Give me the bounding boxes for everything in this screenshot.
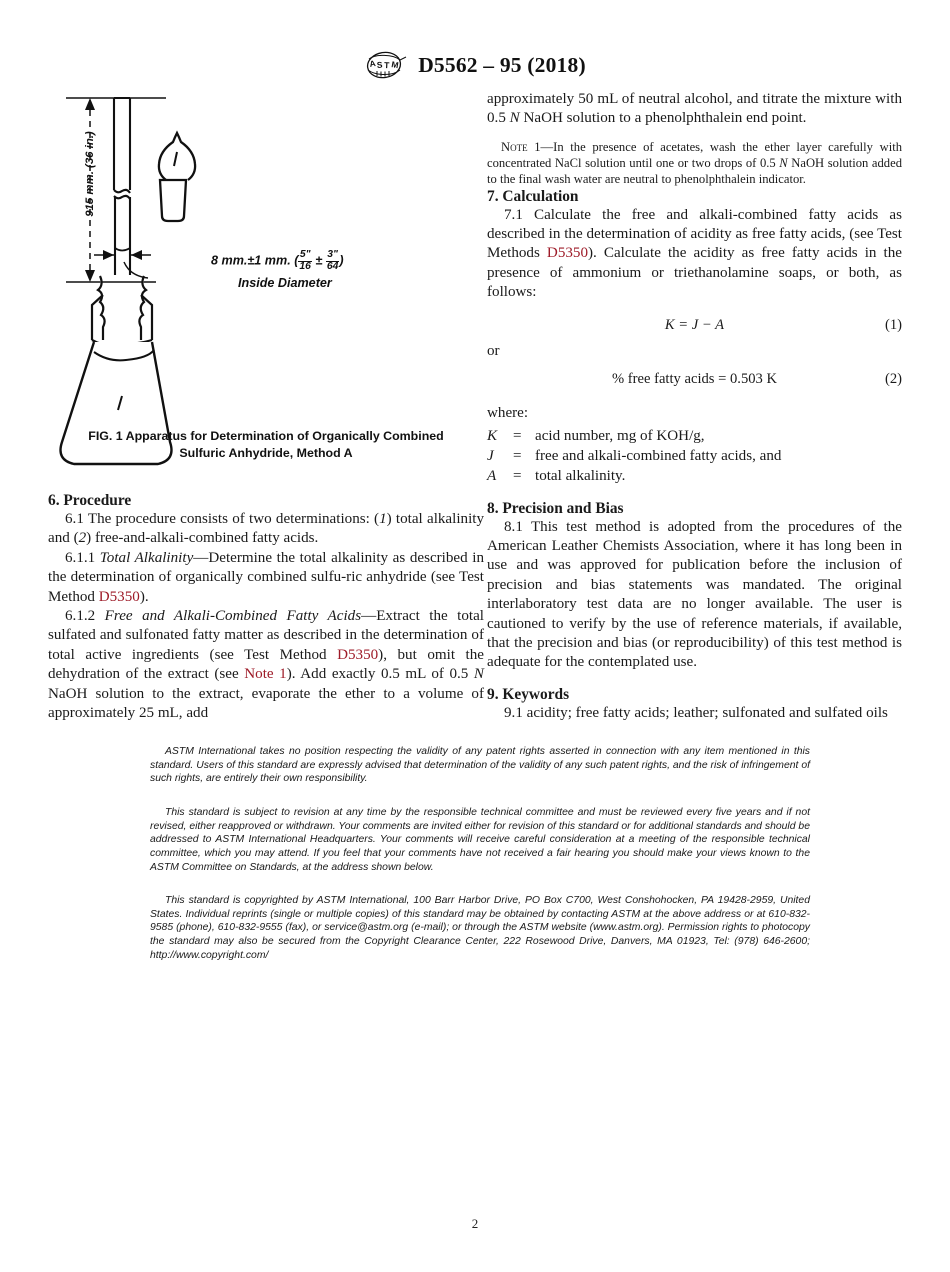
p612-text-d: NaOH solution to the extract, evaporate the ether to a volume of approximately 25 mL, add (48, 685, 484, 721)
paragraph-continued (487, 90, 902, 129)
equation-1-row (487, 316, 902, 336)
p71-text-b: ). Calculate the acidity as free fatty acids in the presence of ammonium or triethanolamine soaps, or both, as follows: (487, 245, 902, 301)
equation-spacer (487, 303, 902, 316)
page-header (0, 50, 950, 80)
equation-2-row (487, 370, 902, 390)
where-symbol: K (487, 428, 498, 445)
right-column (487, 90, 902, 723)
where-label: where: (487, 404, 529, 421)
note-normality-symbol: N (779, 155, 788, 170)
page-number: 2 (471, 1216, 479, 1231)
where-row (487, 467, 902, 487)
p611-number: 6.1.1 (65, 549, 100, 566)
figure-caption-line-2: Sulfuric Anhydride, Method A (179, 445, 353, 460)
figure-diameter-label (211, 250, 344, 272)
link-d5350-1[interactable]: D5350 (98, 588, 140, 605)
p612-text-c: ). Add exactly 0.5 mL of 0.5 (286, 666, 474, 683)
paragraph-6-1-2 (48, 607, 484, 723)
legal-patent-notice (150, 745, 810, 786)
where-row (487, 447, 902, 467)
p611-text-b: ). (139, 588, 149, 605)
note-label: Note (501, 139, 528, 154)
apparatus-figure (48, 90, 484, 470)
section-heading-calculation: 7. Calculation (487, 187, 579, 205)
equation-2-number: (2) (884, 370, 902, 387)
p611-text-a: —Determine the total alkalinity as described in the determination of organically combined sulfu-ric anhydride (see Test Method (48, 549, 484, 605)
diameter-plusminus: ± (311, 253, 326, 268)
figure-caption-line-1: FIG. 1 Apparatus for Determination of Organically Combined (88, 429, 444, 443)
p61-text-a: 6.1 The procedure consists of two determinations: ( (65, 511, 380, 527)
paragraph-6-1-1 (48, 549, 484, 607)
where-definition-list (487, 427, 902, 486)
cont-text-b: NaOH solution to a phenolphthalein end point. (519, 110, 807, 127)
figure-length-label: 915 mm. (36 in.) (84, 131, 96, 217)
where-definition: free and alkali-combined fatty acids, and (535, 448, 782, 465)
p61-enum-1: 1 (379, 511, 387, 527)
where-equals: = (513, 467, 522, 484)
note-text-b: NaOH solution added to the final wash water are neutral to phenolphthalein indicator. (487, 155, 902, 186)
paragraph-6-1 (48, 510, 484, 549)
section-heading-keywords: 9. Keywords (487, 685, 570, 703)
link-note-1[interactable]: Note 1 (244, 666, 287, 683)
paragraph-8-1: 8.1 This test method is adopted from the procedures of the American Leather Chemists Association, where it has long been in use and was approved for publication before the inclusion of precision and bias statements was mandated. The original interlaboratory test data are no longer available. The user is cautioned to verify by the use of reference materials, if available, that the precision and bias (or reproducibility) of this test method is adequate for the contemplated use. (487, 518, 902, 671)
p61-enum-2: 2 (78, 530, 87, 547)
diameter-paren-close: ) (339, 253, 344, 268)
link-d5350-3[interactable]: D5350 (546, 245, 589, 262)
where-symbol: A (487, 467, 497, 484)
where-definition: total alkalinity. (535, 467, 626, 484)
p612-text-b: ), but omit the dehydration of the extract (see (48, 646, 484, 683)
legal-copyright-text: This standard is copyrighted by ASTM International, 100 Barr Harbor Drive, PO Box C700, West Conshohocken, PA 19428-2959, United States. Individual reprints (single or multiple copies) of this standard may be obtained by contacting ASTM at the above address or at 610-832-9585 (phone), 610-832-9555 (fax), or service@astm.org (e-mail); or through the ASTM website (www.astm.org). Permission rights to photocopy the standard may also be secured from the Copyright Clearance Center, 222 Rosewood Drive, Danvers, MA 01923, Tel: (978) 646-2600; http://www.copyright.com/ (150, 895, 810, 961)
paragraph-7-1 (487, 206, 902, 303)
where-definition: acid number, mg of KOH/g, (535, 428, 705, 445)
section-heading-precision-bias: 8. Precision and Bias (487, 499, 624, 517)
p61-text-c: ) free-and-alkali-combined fatty acids. (86, 530, 319, 547)
figure-inside-diameter-label: Inside Diameter (238, 276, 332, 290)
note-text-a: 1—In the presence of acetates, wash the ether layer carefully with concentrated NaCl solution until one or two drops of 0.5 (487, 139, 902, 170)
p611-term: Total Alkalinity (99, 549, 194, 566)
equation-1-number: (1) (884, 316, 902, 333)
where-equals: = (513, 428, 522, 445)
link-d5350-2[interactable]: D5350 (337, 646, 379, 663)
svg-text:T: T (384, 60, 390, 71)
diameter-fraction-2: $\frac{3"}{64}$ (326, 249, 339, 272)
equation-spacer-2 (487, 361, 902, 370)
p71-text-a: 7.1 Calculate the free and alkali-combined fatty acids as described in the determination of acidity as free fatty acids, (see Test Methods (487, 206, 902, 262)
left-column (48, 492, 484, 723)
astm-logo-icon (364, 50, 408, 80)
svg-text:M: M (390, 59, 400, 71)
legal-revision-notice (150, 806, 810, 874)
legal-copyright-notice (150, 894, 810, 962)
legal-patent-text: ASTM International takes no position respecting the validity of any patent rights asserted in connection with any item mentioned in this standard. Users of this standard are expressly advised that determination of the validity of any such patent rights, and the risk of infringement of such rights, are entirely their own responsibility. (150, 746, 810, 785)
where-symbol: J (487, 448, 494, 465)
equation-1-body: K = J − A (664, 316, 725, 333)
section-heading-procedure: 6. Procedure (48, 492, 132, 509)
p612-number: 6.1.2 (65, 607, 105, 624)
cont-normality-symbol: N (509, 110, 520, 127)
svg-text:S: S (376, 59, 383, 70)
svg-text:A: A (368, 58, 377, 69)
p61-text-b: ) total alkalinity and ( (48, 511, 484, 547)
note-1 (487, 140, 902, 188)
figure-caption (48, 428, 484, 461)
diameter-fraction-1: $\frac{5"}{16}$ (299, 249, 311, 272)
equation-conjunction-or: or (487, 342, 500, 359)
where-equals: = (513, 448, 522, 465)
equation-2-body: % free fatty acids = 0.503 K (611, 370, 778, 387)
p612-text-a: —Extract the total sulfated and sulfonated fatty matter as described in the determination of total active ingredients (see Test Method (48, 607, 484, 663)
document-designation: D5562 – 95 (2018) (418, 52, 586, 77)
cont-text-a: approximately 50 mL of neutral alcohol, and titrate the mixture with 0.5 (487, 91, 902, 127)
legal-revision-text: This standard is subject to revision at any time by the responsible technical committee and must be reviewed every five years and if not revised, either reapproved or withdrawn. Your comments are invited either for revision of this standard or for additional standards and should be addressed to ASTM International Headquarters. Your comments will receive careful consideration at a meeting of the responsible technical committee, which you may attend. If you feel that your comments have not received a fair hearing you should make your views known to the ASTM Committee on Standards, at the address shown below. (150, 807, 810, 873)
diameter-value: 8 mm.±1 mm. ( (211, 253, 299, 268)
p612-term: Free and Alkali-Combined Fatty Acids (104, 607, 362, 624)
p612-normality-symbol: N (473, 666, 484, 683)
where-row (487, 427, 902, 447)
paragraph-9-1: 9.1 acidity; free fatty acids; leather; sulfonated and sulfated oils (504, 704, 888, 721)
